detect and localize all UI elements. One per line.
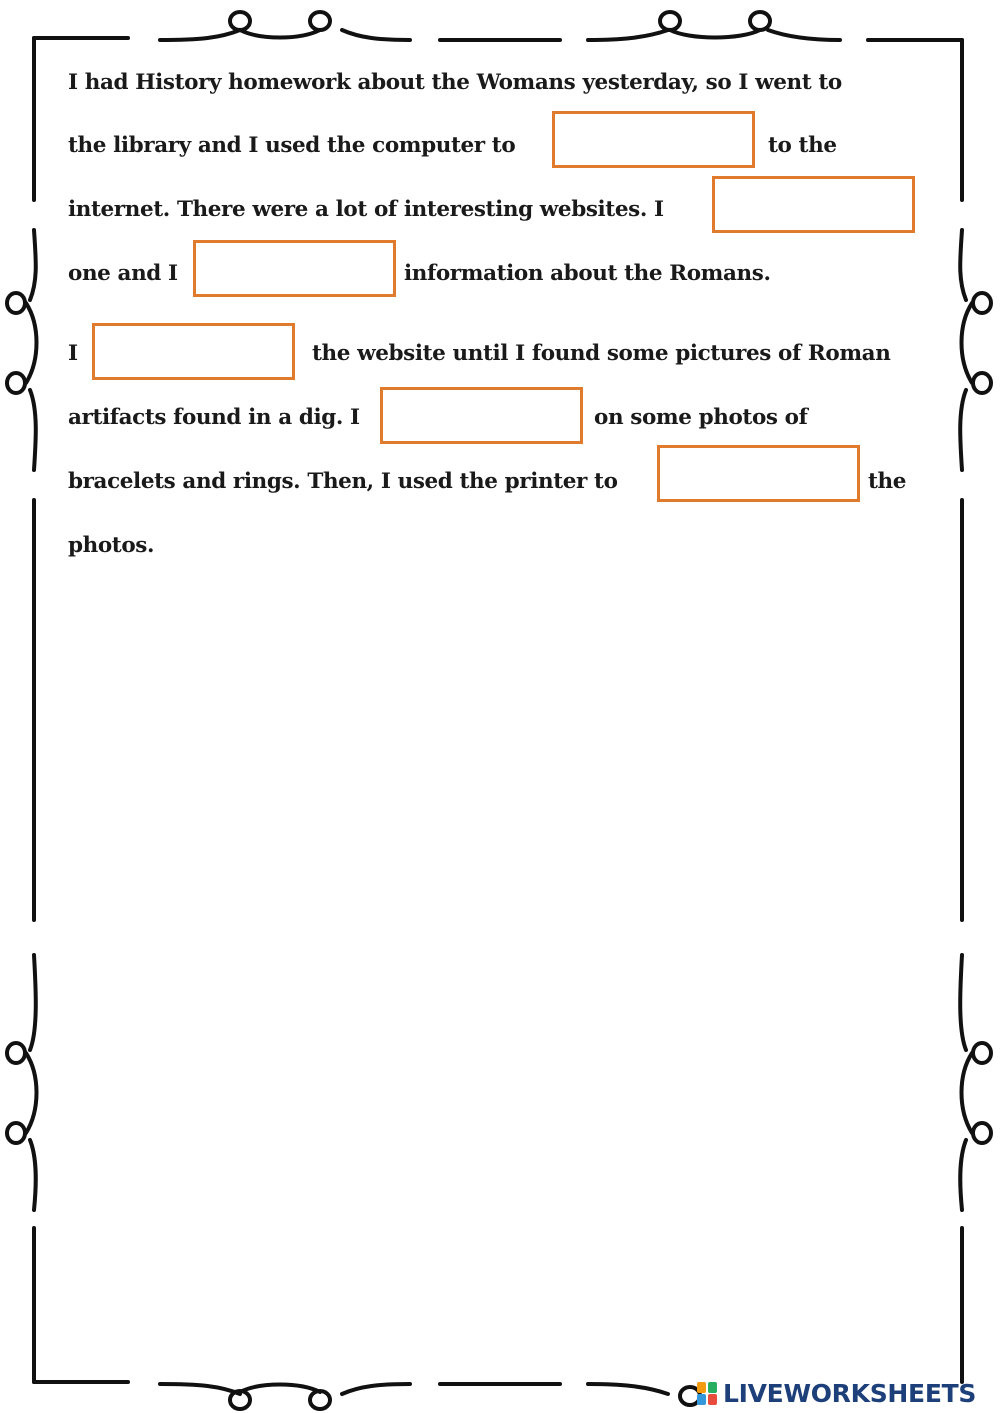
liveworksheets-logo[interactable] — [697, 1376, 976, 1410]
logo-badge-icon — [697, 1380, 719, 1406]
text-line-3: internet. There were a lot of interesting websites. I — [68, 197, 664, 222]
answer-blank-1[interactable] — [552, 111, 755, 168]
text-line-5: I — [68, 341, 78, 366]
text-line-4: one and I — [68, 261, 178, 286]
answer-blank-6[interactable] — [657, 445, 860, 502]
text-line-8: photos. — [68, 533, 155, 558]
text-line-2: the library and I used the computer to — [68, 133, 516, 158]
answer-blank-3[interactable] — [193, 240, 396, 297]
text-line-7: bracelets and rings. Then, I used the printer to — [68, 469, 618, 494]
text-line-2b: to the — [768, 133, 837, 158]
answer-blank-4[interactable] — [92, 323, 295, 380]
text-line-7b: the — [868, 469, 907, 494]
text-line-5b: the website until I found some pictures of Roman — [312, 341, 891, 366]
answer-blank-2[interactable] — [712, 176, 915, 233]
answer-blank-5[interactable] — [380, 387, 583, 444]
text-line-6b: on some photos of — [594, 405, 808, 430]
text-line-1: I had History homework about the Womans yesterday, so I went to — [68, 70, 842, 95]
text-line-6: artifacts found in a dig. I — [68, 405, 360, 430]
logo-text: LIVEWORKSHEETS — [723, 1378, 977, 1408]
text-line-4b: information about the Romans. — [404, 261, 771, 286]
